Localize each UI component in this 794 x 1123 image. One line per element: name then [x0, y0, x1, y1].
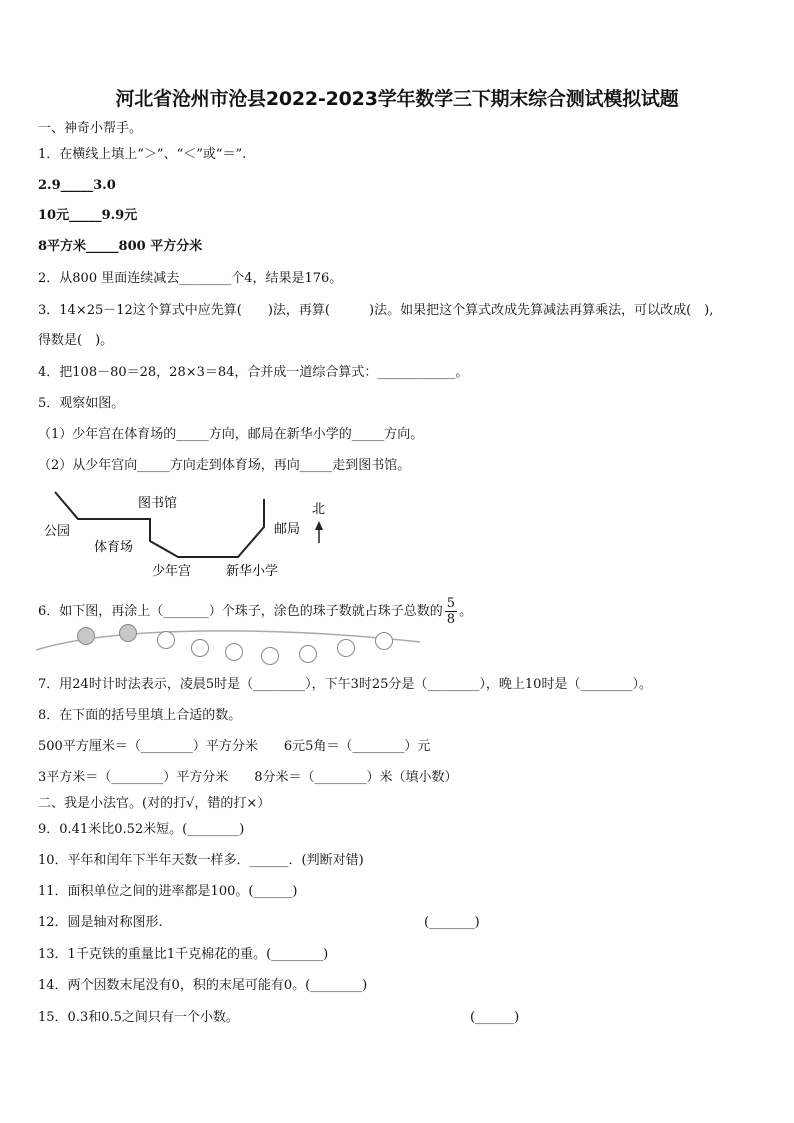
bead-shaded — [120, 625, 137, 642]
question-5-stem: 5．观察如图。 — [38, 396, 125, 411]
bead-shaded — [78, 628, 95, 645]
bead-string-figure — [34, 624, 424, 670]
question-8-line-1: 500平方厘米＝（________）平方分米 6元5角＝（________）元 — [38, 739, 431, 754]
question-14: 14．两个因数末尾没有0，积的末尾可能有0。(________) — [38, 978, 368, 993]
fraction-numerator: 5 — [446, 596, 456, 611]
map-label-stadium: 体育场 — [94, 540, 134, 555]
map-label-north: 北 — [312, 502, 326, 517]
question-6-end: 。 — [459, 604, 473, 619]
bead-unshaded — [158, 632, 175, 649]
bead-unshaded — [262, 648, 279, 665]
map-label-post-office: 邮局 — [274, 522, 301, 537]
question-1-c: 8平方米_____800 平方分米 — [38, 239, 203, 254]
question-15-text: 15．0.3和0.5之间只有一个小数。 — [38, 1010, 239, 1025]
question-5-map — [30, 485, 350, 585]
question-11: 11．面积单位之间的进率都是100。(______) — [38, 884, 298, 899]
question-5-sub-1: （1）少年宫在体育场的_____方向，邮局在新华小学的_____方向。 — [38, 427, 424, 442]
question-8-line-2: 3平方米＝（________）平方分米 8分米＝（________）米（填小数） — [38, 770, 458, 785]
question-6 — [38, 596, 472, 627]
question-1-b: 10元_____9.9元 — [38, 208, 138, 223]
bead-unshaded — [226, 644, 243, 661]
map-label-xinhua-school: 新华小学 — [226, 564, 279, 579]
question-9: 9．0.41米比0.52米短。(________) — [38, 822, 245, 837]
section-2-heading: 二、我是小法官。(对的打√，错的打×） — [38, 796, 271, 811]
bead-unshaded — [338, 640, 355, 657]
question-6-text: 6．如下图，再涂上（_______）个珠子，涂色的珠子数就占珠子总数的 — [38, 604, 443, 619]
question-7: 7．用24时计时法表示，凌晨5时是（________），下午3时25分是（________），晚上10时是（________）。 — [38, 677, 652, 692]
question-15-blank: (______) — [470, 1010, 520, 1025]
question-3-line-1: 3．14×25－12这个算式中应先算( )法，再算( )法。如果把这个算式改成先算减法再算乘法，可以改成( ), — [38, 303, 714, 318]
question-3-line-2: 得数是( )。 — [38, 333, 114, 348]
fraction-five-eighths — [445, 596, 457, 627]
map-label-park: 公园 — [44, 524, 71, 539]
north-arrowhead-icon — [315, 521, 323, 530]
question-8-stem: 8．在下面的括号里填上合适的数。 — [38, 708, 242, 723]
question-13: 13．1千克铁的重量比1千克棉花的重。(________) — [38, 947, 329, 962]
question-10: 10．平年和闰年下半年天数一样多．______．(判断对错) — [38, 853, 364, 868]
question-5-sub-2: （2）从少年宫向_____方向走到体育场，再向_____走到图书馆。 — [38, 458, 411, 473]
map-label-library: 图书馆 — [138, 496, 178, 511]
question-12-text: 12．圆是轴对称图形. — [38, 915, 163, 930]
question-4: 4．把108－80＝28，28×3＝84，合并成一道综合算式：____________。 — [38, 365, 469, 380]
bead-unshaded — [376, 633, 393, 650]
section-1-heading: 一、神奇小帮手。 — [38, 121, 143, 136]
question-1-a: 2.9_____3.0 — [38, 178, 116, 193]
question-2: 2．从800 里面连续减去________个4，结果是176。 — [38, 271, 343, 286]
bead-unshaded — [300, 646, 317, 663]
bead-unshaded — [192, 640, 209, 657]
page-title: 河北省沧州市沧县2022-2023学年数学三下期末综合测试模拟试题 — [115, 88, 679, 110]
map-label-youth-palace: 少年宫 — [152, 564, 192, 579]
fraction-denominator: 8 — [446, 612, 456, 627]
question-1-stem: 1．在横线上填上“＞”、“＜”或“＝”. — [38, 147, 247, 162]
question-12-blank: (_______) — [424, 915, 480, 930]
